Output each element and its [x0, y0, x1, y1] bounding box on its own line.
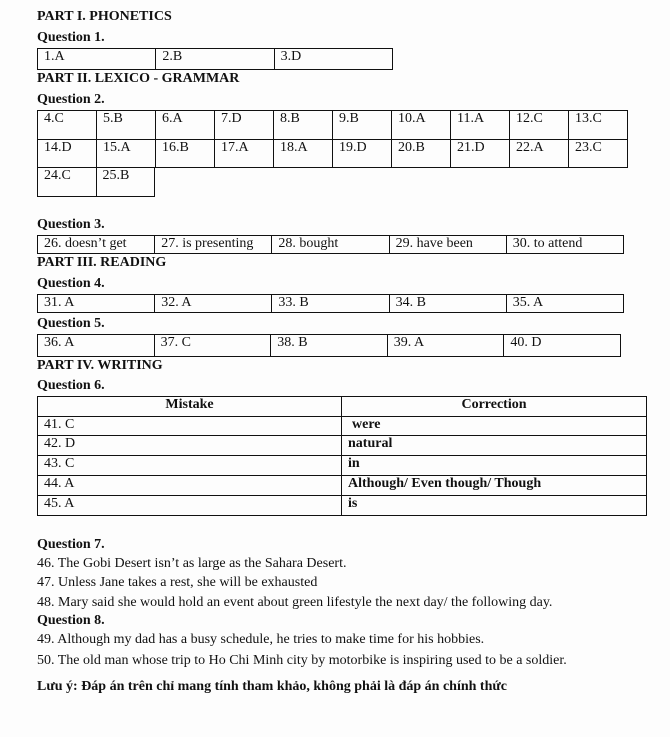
question-4-label: Question 4. [37, 276, 105, 291]
answer-cell: 4.C [38, 111, 97, 140]
correction-cell: natural [342, 436, 647, 456]
answer-cell: 27. is presenting [155, 236, 272, 254]
answer-line-50: 50. The old man whose trip to Ho Chi Minh city by motorbike is inspiring used to be a soldier. [37, 653, 567, 668]
answer-cell: 32. A [155, 295, 272, 313]
question-2-table [37, 110, 628, 168]
answer-cell: 31. A [38, 295, 155, 313]
answer-cell: 24.C [38, 168, 97, 197]
answer-cell: 18.A [274, 140, 333, 168]
answer-cell: 34. B [389, 295, 506, 313]
part2-title: PART II. LEXICO - GRAMMAR [37, 71, 240, 86]
correction-cell: in [342, 456, 647, 476]
question-1-table [37, 48, 393, 70]
answer-cell: 13.C [569, 111, 628, 140]
question-3-table [37, 235, 624, 254]
answer-cell: 19.D [333, 140, 392, 168]
correction-cell: Although/ Even though/ Though [342, 476, 647, 496]
answer-cell: 16.B [156, 140, 215, 168]
answer-cell: 37. C [154, 335, 271, 357]
answer-cell: 30. to attend [506, 236, 623, 254]
answer-cell: 9.B [333, 111, 392, 140]
answer-line-46: 46. The Gobi Desert isn’t as large as the Sahara Desert. [37, 556, 347, 571]
mistake-cell: 41. C [38, 417, 342, 436]
part4-title: PART IV. WRITING [37, 358, 163, 373]
correction-header: Correction [342, 397, 647, 417]
answer-cell: 35. A [506, 295, 623, 313]
answer-cell: 14.D [38, 140, 97, 168]
question-2-table-last-row [37, 167, 155, 197]
question-2-label: Question 2. [37, 92, 105, 107]
answer-cell: 29. have been [389, 236, 506, 254]
answer-cell: 20.B [392, 140, 451, 168]
mistake-cell: 43. C [38, 456, 342, 476]
answer-cell: 3.D [274, 49, 392, 70]
answer-cell: 15.A [97, 140, 156, 168]
question-4-table [37, 294, 624, 313]
answer-cell: 38. B [271, 335, 388, 357]
mistake-cell: 45. A [38, 496, 342, 516]
part3-title: PART III. READING [37, 255, 167, 270]
answer-cell: 6.A [156, 111, 215, 140]
question-7-label: Question 7. [37, 537, 105, 552]
question-5-label: Question 5. [37, 316, 105, 331]
correction-cell: were [342, 417, 647, 436]
answer-cell: 25.B [96, 168, 155, 197]
answer-line-47: 47. Unless Jane takes a rest, she will be exhausted [37, 575, 318, 590]
answer-cell: 23.C [569, 140, 628, 168]
correction-cell: is [342, 496, 647, 516]
answer-cell: 40. D [504, 335, 621, 357]
answer-cell: 17.A [215, 140, 274, 168]
answer-line-48: 48. Mary said she would hold an event about green lifestyle the next day/ the following day. [37, 595, 553, 610]
answer-cell: 39. A [387, 335, 504, 357]
question-6-table [37, 396, 647, 516]
answer-line-49: 49. Although my dad has a busy schedule, he tries to make time for his hobbies. [37, 632, 485, 647]
question-1-label: Question 1. [37, 30, 105, 45]
answer-cell: 8.B [274, 111, 333, 140]
answer-cell: 26. doesn’t get [38, 236, 155, 254]
mistake-header: Mistake [38, 397, 342, 417]
answer-cell: 28. bought [272, 236, 389, 254]
part1-title: PART I. PHONETICS [37, 9, 172, 24]
question-6-label: Question 6. [37, 378, 105, 393]
answer-cell: 5.B [97, 111, 156, 140]
answer-cell: 36. A [38, 335, 155, 357]
answer-cell: 1.A [38, 49, 156, 70]
answer-cell: 33. B [272, 295, 389, 313]
answer-cell: 11.A [451, 111, 510, 140]
answer-cell: 2.B [156, 49, 274, 70]
answer-cell: 21.D [451, 140, 510, 168]
answer-cell: 7.D [215, 111, 274, 140]
question-5-table [37, 334, 621, 357]
answer-cell: 22.A [510, 140, 569, 168]
answer-cell: 12.C [510, 111, 569, 140]
disclaimer-note: Lưu ý: Đáp án trên chỉ mang tính tham khảo, không phải là đáp án chính thức [37, 679, 507, 694]
mistake-cell: 42. D [38, 436, 342, 456]
mistake-cell: 44. A [38, 476, 342, 496]
question-8-label: Question 8. [37, 613, 105, 628]
answer-cell: 10.A [392, 111, 451, 140]
question-3-label: Question 3. [37, 217, 105, 232]
